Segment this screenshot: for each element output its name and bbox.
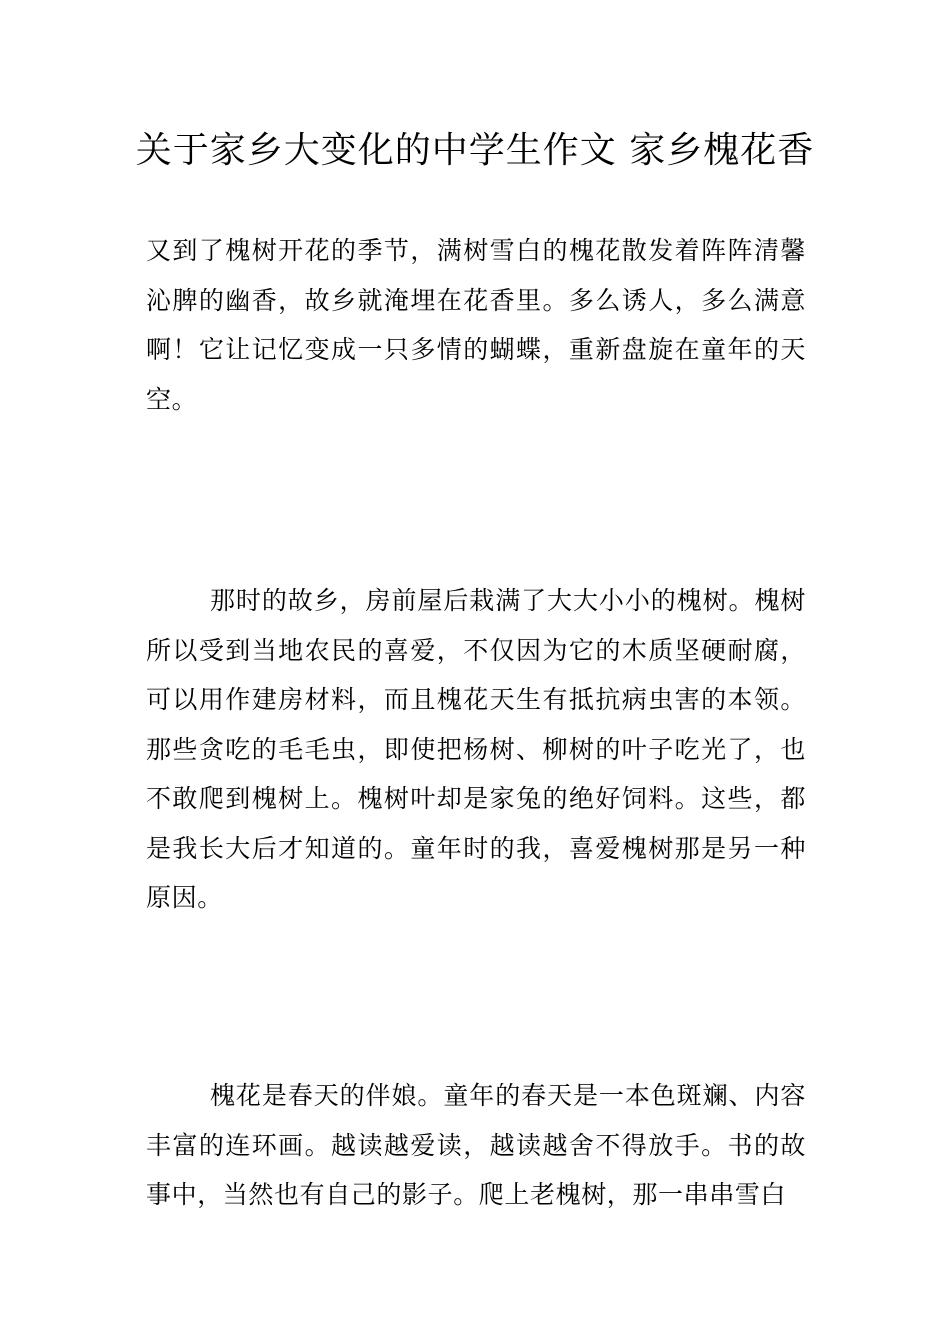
paragraph-1: 又到了槐树开花的季节，满树雪白的槐花散发着阵阵清馨沁脾的幽香，故乡就淹埋在花香里。多么诱人，多么满意啊！它让记忆变成一只多情的蝴蝶，重新盘旋在童年的天空。 <box>146 236 806 414</box>
document-title: 关于家乡大变化的中学生作文 家乡槐花香 <box>135 130 815 171</box>
paragraph-3: 槐花是春天的伴娘。童年的春天是一本色斑斓、内容丰富的连环画。越读越爱读，越读越舍不得放手。书的故事中，当然也有自己的影子。爬上老槐树，那一串串雪白 <box>146 1081 806 1209</box>
paragraph-2: 那时的故乡，房前屋后栽满了大大小小的槐树。槐树所以受到当地农民的喜爱，不仅因为它的木质坚硬耐腐，可以用作建房材料，而且槐花天生有抵抗病虫害的本领。那些贪吃的毛毛虫，即使把杨树、柳树的叶子吃光了，也不敢爬到槐树上。槐树叶却是家兔的绝好饲料。这些，都是我长大后才知道的。童年时的我，喜爱槐树那是另一种原因。 <box>146 586 806 912</box>
